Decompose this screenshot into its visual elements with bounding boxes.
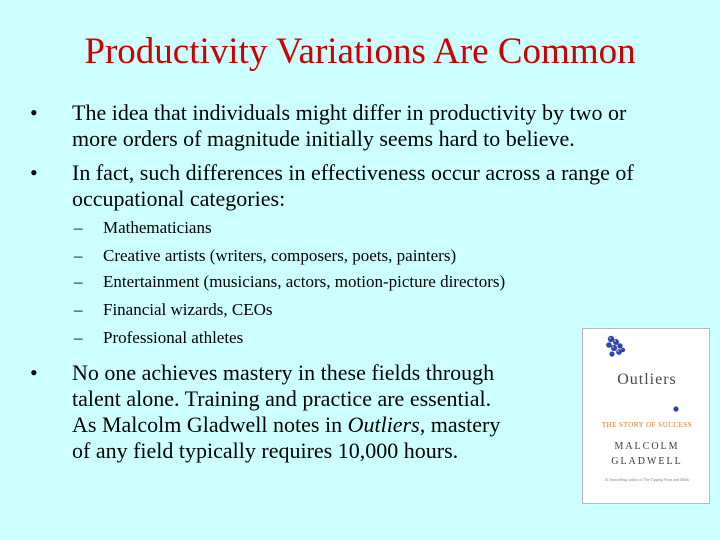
bullet-text — [72, 100, 626, 152]
bullet-line-segment: mastery — [425, 412, 501, 437]
bullet-marker: • — [30, 100, 38, 125]
sub-marker: – — [74, 300, 83, 319]
book-cover-image — [582, 328, 710, 504]
bullet-line: talent alone. Training and practice are essential. — [72, 386, 492, 411]
slide-title: Productivity Variations Are Common — [84, 31, 636, 72]
book-cover-author-first: MALCOLM — [614, 441, 680, 452]
sub-marker: – — [74, 328, 83, 347]
sub-text: Mathematicians — [103, 218, 212, 237]
bullet-text — [72, 160, 634, 212]
bullet-line: of any field typically requires 10,000 hours. — [72, 438, 459, 463]
bullet-line: occupational categories: — [72, 186, 286, 211]
bullet-marker: • — [30, 360, 38, 385]
sub-text: Professional athletes — [103, 328, 244, 347]
book-cover-author-last: GLADWELL — [611, 456, 683, 467]
bullet-text — [72, 360, 555, 464]
book-cover-tagline: #1 bestselling author of The Tipping Point and Blink — [604, 477, 690, 482]
sub-text: Creative artists (writers, composers, poets, painters) — [103, 246, 457, 265]
book-title-italic: Outliers, — [347, 412, 426, 437]
bullet-line: In fact, such differences in effectiveness occur across a range of — [72, 160, 634, 185]
bullet-line: The idea that individuals might differ in productivity by two or — [72, 100, 627, 125]
bullet-marker: • — [30, 160, 38, 185]
bullet-line-segment: As Malcolm Gladwell notes in — [72, 412, 348, 437]
book-cover-subtitle: THE STORY OF SUCCESS — [601, 421, 693, 429]
bullet-line: No one achieves mastery in these fields through — [72, 360, 495, 385]
sub-text: Entertainment (musicians, actors, motion-picture directors) — [103, 272, 506, 291]
sub-marker: – — [74, 272, 83, 291]
sub-marker: – — [74, 246, 83, 265]
bullet-line — [72, 412, 555, 438]
book-cover-title: Outliers — [617, 371, 677, 388]
sub-marker: – — [74, 218, 83, 237]
sub-text: Financial wizards, CEOs — [103, 300, 273, 319]
bullet-line: more orders of magnitude initially seems hard to believe. — [72, 126, 575, 151]
